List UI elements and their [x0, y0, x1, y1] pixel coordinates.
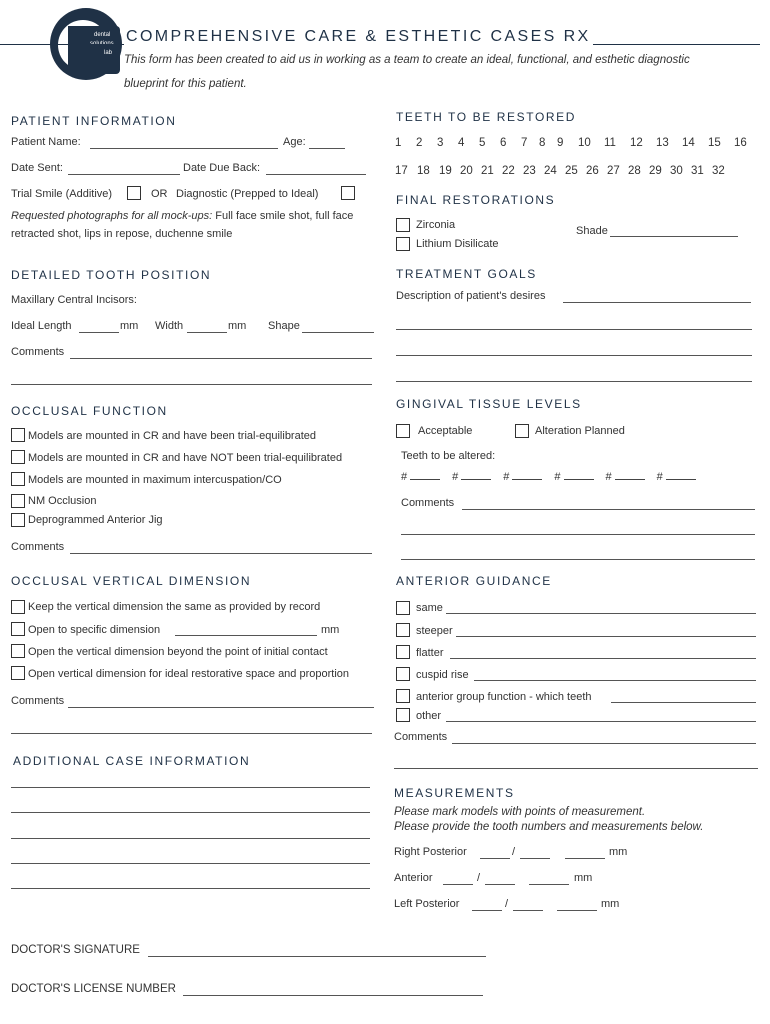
teeth-row-2	[395, 165, 733, 177]
additional-heading: ADDITIONAL CASE INFORMATION	[13, 754, 251, 768]
doctor-signature-field[interactable]	[148, 956, 486, 957]
ag-other-checkbox[interactable]	[396, 708, 410, 722]
width-mm: mm	[228, 320, 247, 332]
tooth-comments-field[interactable]	[70, 358, 372, 359]
ovd-dimension-field[interactable]	[175, 635, 317, 636]
measurements-heading: MEASUREMENTS	[394, 786, 515, 800]
diagnostic-label: Diagnostic (Prepped to Ideal)	[176, 188, 319, 200]
maxillary-label: Maxillary Central Incisors:	[11, 294, 137, 306]
ovd-comments-label: Comments	[11, 695, 65, 707]
ag-other-label: other	[416, 710, 442, 722]
tooth-number[interactable]: 17	[395, 165, 408, 177]
tooth-number[interactable]: 9	[557, 137, 564, 149]
shade-field[interactable]	[610, 236, 738, 237]
treatment-line-3[interactable]	[396, 381, 752, 382]
additional-line-2[interactable]	[11, 812, 370, 813]
trial-smile-label: Trial Smile (Additive)	[11, 188, 113, 200]
tooth-number[interactable]: 12	[630, 137, 643, 149]
zirconia-checkbox[interactable]	[396, 218, 410, 232]
doctor-license-label: DOCTOR'S LICENSE NUMBER	[11, 983, 176, 995]
teeth-row-1	[395, 137, 754, 149]
occlusal-function-heading: OCCLUSAL FUNCTION	[11, 404, 168, 418]
hash-label: #	[452, 471, 459, 483]
tooth-number[interactable]: 28	[628, 165, 641, 177]
width-field[interactable]	[187, 332, 227, 333]
hash-label: #	[503, 471, 510, 483]
right-posterior-mm: mm	[609, 846, 628, 858]
doctor-license-field[interactable]	[183, 995, 483, 996]
ag-comments-field[interactable]	[452, 743, 756, 744]
ovd-item-1-checkbox[interactable]	[11, 600, 25, 614]
tooth-number[interactable]: 26	[586, 165, 599, 177]
logo-text-1: dental	[94, 32, 111, 38]
ag-steeper-checkbox[interactable]	[396, 623, 410, 637]
treatment-line-1[interactable]	[396, 329, 752, 330]
tooth-number[interactable]: 19	[439, 165, 452, 177]
occlusal-item-5-label: Deprogrammed Anterior Jig	[28, 514, 163, 526]
date-sent-field[interactable]	[68, 174, 180, 175]
anterior-meas-field-a[interactable]	[443, 884, 473, 885]
ag-other-field[interactable]	[446, 721, 756, 722]
tooth-number[interactable]: 32	[712, 165, 725, 177]
tooth-altered-field[interactable]	[503, 469, 542, 483]
logo-text-3: lab	[104, 50, 113, 56]
ag-flatter-field[interactable]	[450, 658, 756, 659]
ag-group-checkbox[interactable]	[396, 689, 410, 703]
anterior-guidance-heading: ANTERIOR GUIDANCE	[396, 574, 552, 588]
tooth-altered-field[interactable]	[554, 469, 593, 483]
occlusal-item-2-label: Models are mounted in CR and have NOT been trial-equilibrated	[28, 452, 343, 464]
additional-line-5[interactable]	[11, 888, 370, 889]
diagnostic-checkbox[interactable]	[341, 186, 355, 200]
ovd-item-2-label: Open to specific dimension	[28, 624, 161, 636]
form-subtitle-2: blueprint for this patient.	[124, 78, 247, 90]
tooth-number[interactable]: 27	[607, 165, 620, 177]
ideal-length-mm: mm	[120, 320, 139, 332]
photos-note	[11, 210, 353, 222]
patient-name-label: Patient Name:	[11, 136, 81, 148]
hash-underline[interactable]	[512, 469, 542, 480]
patient-desires-label: Description of patient's desires	[396, 290, 546, 302]
teeth-altered-label: Teeth to be altered:	[401, 450, 496, 462]
hash-underline[interactable]	[410, 469, 440, 480]
date-due-field[interactable]	[266, 174, 366, 175]
tooth-number[interactable]: 16	[734, 137, 747, 149]
ag-same-label: same	[416, 602, 443, 614]
hash-underline[interactable]	[666, 469, 696, 480]
teeth-heading: TEETH TO BE RESTORED	[396, 110, 577, 124]
width-label: Width	[155, 320, 184, 332]
tooth-number[interactable]: 5	[479, 137, 486, 149]
date-sent-label: Date Sent:	[11, 162, 63, 174]
tooth-altered-field[interactable]	[452, 469, 491, 483]
tooth-number[interactable]: 8	[539, 137, 546, 149]
ag-same-checkbox[interactable]	[396, 601, 410, 615]
ag-comments-field-2[interactable]	[394, 768, 758, 769]
ag-steeper-label: steeper	[416, 625, 453, 637]
lithium-checkbox[interactable]	[396, 237, 410, 251]
gingival-comments-label: Comments	[401, 497, 455, 509]
tooth-number[interactable]: 2	[416, 137, 423, 149]
alteration-label: Alteration Planned	[535, 425, 625, 437]
occlusal-item-2-checkbox[interactable]	[11, 450, 25, 464]
gingival-heading: GINGIVAL TISSUE LEVELS	[396, 397, 582, 411]
patient-info-heading: PATIENT INFORMATION	[11, 114, 177, 128]
additional-line-3[interactable]	[11, 838, 370, 839]
right-posterior-label: Right Posterior	[394, 846, 467, 858]
left-posterior-field-a[interactable]	[472, 910, 502, 911]
lithium-label: Lithium Disilicate	[416, 238, 499, 250]
occlusal-comments-field[interactable]	[70, 553, 372, 554]
ovd-item-4-checkbox[interactable]	[11, 666, 25, 680]
hash-underline[interactable]	[564, 469, 594, 480]
tooth-number[interactable]: 22	[502, 165, 515, 177]
occlusal-item-3-checkbox[interactable]	[11, 472, 25, 486]
tooth-number[interactable]: 24	[544, 165, 557, 177]
anterior-meas-mm: mm	[574, 872, 593, 884]
hash-underline[interactable]	[615, 469, 645, 480]
left-posterior-slash: /	[505, 898, 509, 910]
shape-label: Shape	[268, 320, 300, 332]
left-posterior-label: Left Posterior	[394, 898, 460, 910]
gingival-line-3[interactable]	[401, 559, 755, 560]
tooth-number[interactable]: 1	[395, 137, 402, 149]
occlusal-comments-label: Comments	[11, 541, 65, 553]
tooth-number[interactable]: 15	[708, 137, 721, 149]
ideal-length-field[interactable]	[79, 332, 119, 333]
patient-name-field[interactable]	[90, 148, 278, 149]
shape-field[interactable]	[302, 332, 374, 333]
additional-line-1[interactable]	[11, 787, 370, 788]
doctor-signature-label: DOCTOR'S SIGNATURE	[11, 944, 140, 956]
date-due-label: Date Due Back:	[183, 162, 261, 174]
ag-same-field[interactable]	[446, 613, 756, 614]
tooth-number[interactable]: 11	[604, 137, 616, 149]
acceptable-checkbox[interactable]	[396, 424, 410, 438]
tooth-number[interactable]: 4	[458, 137, 465, 149]
photos-note-2: retracted shot, lips in repose, duchenne smile	[11, 228, 233, 240]
anterior-meas-slash: /	[477, 872, 481, 884]
ovd-item-3-checkbox[interactable]	[11, 644, 25, 658]
anterior-meas-label: Anterior	[394, 872, 433, 884]
zirconia-label: Zirconia	[416, 219, 456, 231]
tooth-number[interactable]: 6	[500, 137, 507, 149]
hash-label: #	[554, 471, 561, 483]
right-posterior-field-a[interactable]	[480, 858, 510, 859]
hash-label: #	[401, 471, 408, 483]
left-posterior-mm: mm	[601, 898, 620, 910]
measurements-note-1: Please mark models with points of measurement.	[394, 806, 646, 818]
tooth-number[interactable]: 14	[682, 137, 695, 149]
tooth-number[interactable]: 30	[670, 165, 683, 177]
ag-cuspid-checkbox[interactable]	[396, 667, 410, 681]
ovd-heading: OCCLUSAL VERTICAL DIMENSION	[11, 574, 252, 588]
hash-label: #	[656, 471, 663, 483]
occlusal-item-4-checkbox[interactable]	[11, 494, 25, 508]
tooth-comments-label: Comments	[11, 346, 65, 358]
ideal-length-label: Ideal Length	[11, 320, 72, 332]
ovd-comments-field-2[interactable]	[11, 733, 372, 734]
ovd-item-2-checkbox[interactable]	[11, 622, 25, 636]
tooth-number[interactable]: 29	[649, 165, 662, 177]
ovd-dimension-mm: mm	[321, 624, 340, 636]
age-field[interactable]	[309, 148, 345, 149]
treatment-goals-heading: TREATMENT GOALS	[396, 267, 537, 281]
measurements-note-2: Please provide the tooth numbers and measurements below.	[394, 821, 704, 833]
ag-group-label: anterior group function - which teeth	[416, 691, 592, 703]
occlusal-item-5-checkbox[interactable]	[11, 513, 25, 527]
form-title: COMPREHENSIVE CARE & ESTHETIC CASES RX	[126, 28, 591, 45]
hash-label: #	[605, 471, 612, 483]
tooth-number[interactable]: 7	[521, 137, 528, 149]
tooth-number[interactable]: 25	[565, 165, 578, 177]
ag-flatter-label: flatter	[416, 647, 444, 659]
tooth-altered-field[interactable]	[606, 469, 645, 483]
photos-note-text: Full face smile shot, full face	[212, 210, 354, 222]
tooth-number[interactable]: 21	[481, 165, 494, 177]
anterior-meas-field-b[interactable]	[485, 884, 515, 885]
ovd-item-4-label: Open vertical dimension for ideal restorative space and proportion	[28, 668, 350, 680]
ovd-item-1-label: Keep the vertical dimension the same as provided by record	[28, 601, 321, 613]
left-posterior-field-c[interactable]	[557, 910, 597, 911]
gingival-line-2[interactable]	[401, 534, 755, 535]
tooth-number[interactable]: 18	[417, 165, 430, 177]
anterior-meas-field-c[interactable]	[529, 884, 569, 885]
right-posterior-slash: /	[512, 846, 516, 858]
tooth-number[interactable]: 23	[523, 165, 536, 177]
tooth-number[interactable]: 10	[578, 137, 591, 149]
final-restorations-heading: FINAL RESTORATIONS	[396, 193, 556, 207]
tooth-number[interactable]: 31	[691, 165, 704, 177]
ag-cuspid-field[interactable]	[474, 680, 756, 681]
ag-cuspid-label: cuspid rise	[416, 669, 469, 681]
trial-smile-checkbox[interactable]	[127, 186, 141, 200]
form-subtitle-1: This form has been created to aid us in working as a team to create an ideal, functional, and esthetic diagnostic	[124, 54, 690, 66]
additional-line-4[interactable]	[11, 863, 370, 864]
ovd-item-3-label: Open the vertical dimension beyond the point of initial contact	[28, 646, 328, 658]
occlusal-item-3-label: Models are mounted in maximum intercuspation/CO	[28, 474, 282, 486]
tooth-comments-field-2[interactable]	[11, 384, 372, 385]
gingival-comments-field[interactable]	[462, 509, 755, 510]
occlusal-item-1-checkbox[interactable]	[11, 428, 25, 442]
left-posterior-field-b[interactable]	[513, 910, 543, 911]
right-posterior-field-b[interactable]	[520, 858, 550, 859]
detailed-tooth-heading: DETAILED TOOTH POSITION	[11, 268, 212, 282]
alteration-checkbox[interactable]	[515, 424, 529, 438]
age-label: Age:	[283, 136, 306, 148]
acceptable-label: Acceptable	[418, 425, 473, 437]
tooth-altered-field[interactable]	[657, 469, 696, 483]
ag-group-field[interactable]	[611, 702, 756, 703]
ag-flatter-checkbox[interactable]	[396, 645, 410, 659]
ag-steeper-field[interactable]	[456, 636, 756, 637]
tooth-altered-field[interactable]	[401, 469, 440, 483]
tooth-number[interactable]: 13	[656, 137, 669, 149]
occlusal-item-4-label: NM Occlusion	[28, 495, 97, 507]
tooth-number[interactable]: 3	[437, 137, 444, 149]
tooth-number[interactable]: 20	[460, 165, 473, 177]
teeth-altered-fields[interactable]	[401, 469, 708, 483]
occlusal-item-1-label: Models are mounted in CR and have been trial-equilibrated	[28, 430, 317, 442]
shade-label: Shade	[576, 225, 608, 237]
treatment-line-2[interactable]	[396, 355, 752, 356]
ag-comments-label: Comments	[394, 731, 448, 743]
patient-desires-field[interactable]	[563, 302, 751, 303]
hash-underline[interactable]	[461, 469, 491, 480]
right-posterior-field-c[interactable]	[565, 858, 605, 859]
or-label: OR	[151, 188, 168, 200]
ovd-comments-field[interactable]	[68, 707, 374, 708]
photos-note-italic: Requested photographs for all mock-ups:	[11, 210, 213, 222]
